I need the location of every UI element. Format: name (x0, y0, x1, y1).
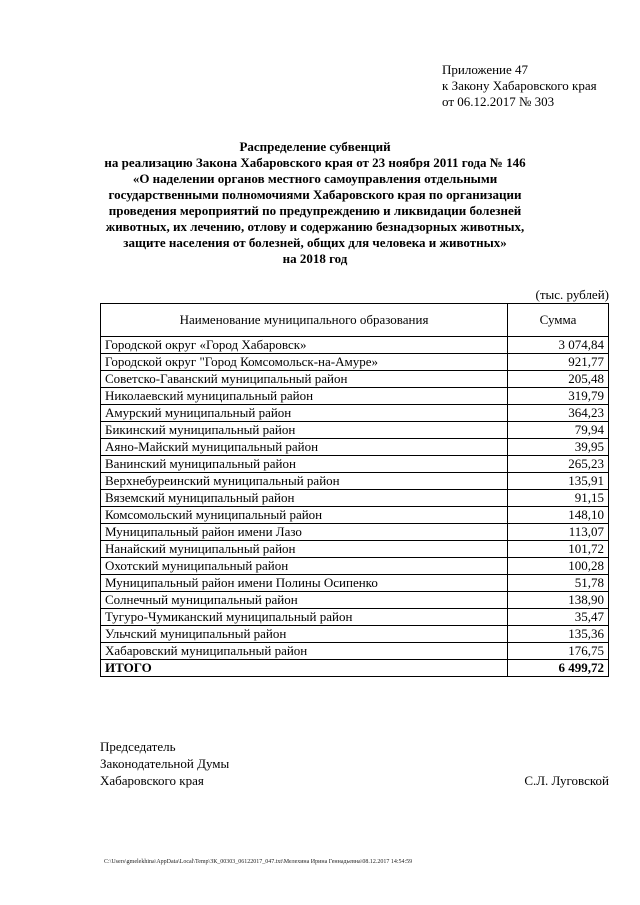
table-row (101, 626, 609, 643)
municipality-name: Охотский муниципальный район (101, 558, 508, 575)
subsidy-amount: 51,78 (508, 575, 609, 592)
municipality-name: Городской округ «Город Хабаровск» (101, 337, 508, 354)
subsidy-amount: 91,15 (508, 490, 609, 507)
title-line: на реализацию Закона Хабаровского края от 23 ноября 2011 года № 146 (104, 155, 526, 170)
subsidy-amount: 319,79 (508, 388, 609, 405)
title-line: защите населения от болезней, общих для человека и животных» (123, 235, 507, 250)
title-line: «О наделении органов местного самоуправления отдельными (132, 171, 498, 186)
signatory-body: Законодательной Думы (100, 756, 230, 771)
subsidy-amount: 101,72 (508, 541, 609, 558)
distribution-table (100, 303, 609, 677)
table-row (101, 541, 609, 558)
subsidy-amount: 135,91 (508, 473, 609, 490)
signature-block (100, 738, 229, 789)
appendix-number: Приложение 47 (442, 62, 529, 77)
subsidy-amount: 113,07 (508, 524, 609, 541)
subsidy-amount: 921,77 (508, 354, 609, 371)
municipality-name: Нанайский муниципальный район (101, 541, 508, 558)
subsidy-amount: 135,36 (508, 626, 609, 643)
subsidy-amount: 79,94 (508, 422, 609, 439)
municipality-name: Николаевский муниципальный район (101, 388, 508, 405)
table-row (101, 507, 609, 524)
table-row (101, 371, 609, 388)
subsidy-amount: 364,23 (508, 405, 609, 422)
municipality-name: Верхнебуреинский муниципальный район (101, 473, 508, 490)
municipality-name: Амурский муниципальный район (101, 405, 508, 422)
table-row (101, 575, 609, 592)
municipality-name: Солнечный муниципальный район (101, 592, 508, 609)
municipality-name: Муниципальный район имени Полины Осипенко (101, 575, 508, 592)
municipality-name: Муниципальный район имени Лазо (101, 524, 508, 541)
table-row (101, 524, 609, 541)
title-line: проведения мероприятий по предупреждению и ликвидации болезней (108, 203, 522, 218)
municipality-name: Тугуро-Чумиканский муниципальный район (101, 609, 508, 626)
file-path-footer: C:\Users\gmelekhina\AppData\Local\Temp\ЗК_00303_06122017_047.txt\Мелехина Ирина Геннадьевна\08.12.2017 14:54:59 (104, 859, 413, 865)
table-row (101, 643, 609, 660)
subsidy-amount: 205,48 (508, 371, 609, 388)
appendix-header (442, 62, 597, 110)
table-row (101, 439, 609, 456)
table-row (101, 354, 609, 371)
units-label: (тыс. рублей) (535, 287, 609, 302)
subsidy-amount: 138,90 (508, 592, 609, 609)
appendix-law: к Закону Хабаровского края (442, 78, 597, 93)
title-line: животных, их лечению, отлову и содержанию безнадзорных животных, (105, 219, 525, 234)
subsidy-amount: 100,28 (508, 558, 609, 575)
column-header-name: Наименование муниципального образования (101, 304, 508, 337)
table-row (101, 422, 609, 439)
municipality-name: Ульчский муниципальный район (101, 626, 508, 643)
municipality-name: Хабаровский муниципальный район (101, 643, 508, 660)
municipality-name: Комсомольский муниципальный район (101, 507, 508, 524)
table-row (101, 337, 609, 354)
signatory-region: Хабаровского края (100, 773, 204, 788)
column-header-sum: Сумма (508, 304, 609, 337)
table-row (101, 609, 609, 626)
municipality-name: Советско-Гаванский муниципальный район (101, 371, 508, 388)
table-header-row (101, 304, 609, 337)
subsidy-amount: 265,23 (508, 456, 609, 473)
municipality-name: Ванинский муниципальный район (101, 456, 508, 473)
signatory-name: С.Л. Луговской (524, 773, 609, 788)
table-row (101, 473, 609, 490)
title-line: государственными полномочиями Хабаровского края по организации (108, 187, 522, 202)
total-amount: 6 499,72 (508, 660, 609, 677)
document-title (80, 139, 550, 267)
subsidy-amount: 39,95 (508, 439, 609, 456)
municipality-name: Бикинский муниципальный район (101, 422, 508, 439)
table-row (101, 592, 609, 609)
table-row (101, 558, 609, 575)
municipality-name: Аяно-Майский муниципальный район (101, 439, 508, 456)
appendix-date: от 06.12.2017 № 303 (442, 94, 555, 109)
total-row (101, 660, 609, 677)
title-line: Распределение субвенций (239, 139, 391, 154)
subsidy-amount: 176,75 (508, 643, 609, 660)
table-row (101, 456, 609, 473)
signatory-position: Председатель (100, 739, 176, 754)
municipality-name: Городской округ "Город Комсомольск-на-Амуре» (101, 354, 508, 371)
subsidy-amount: 148,10 (508, 507, 609, 524)
title-line: на 2018 год (282, 251, 348, 266)
subsidy-amount: 3 074,84 (508, 337, 609, 354)
table-row (101, 388, 609, 405)
total-label: ИТОГО (101, 660, 508, 677)
table-row (101, 405, 609, 422)
table-row (101, 490, 609, 507)
municipality-name: Вяземский муниципальный район (101, 490, 508, 507)
subsidy-amount: 35,47 (508, 609, 609, 626)
